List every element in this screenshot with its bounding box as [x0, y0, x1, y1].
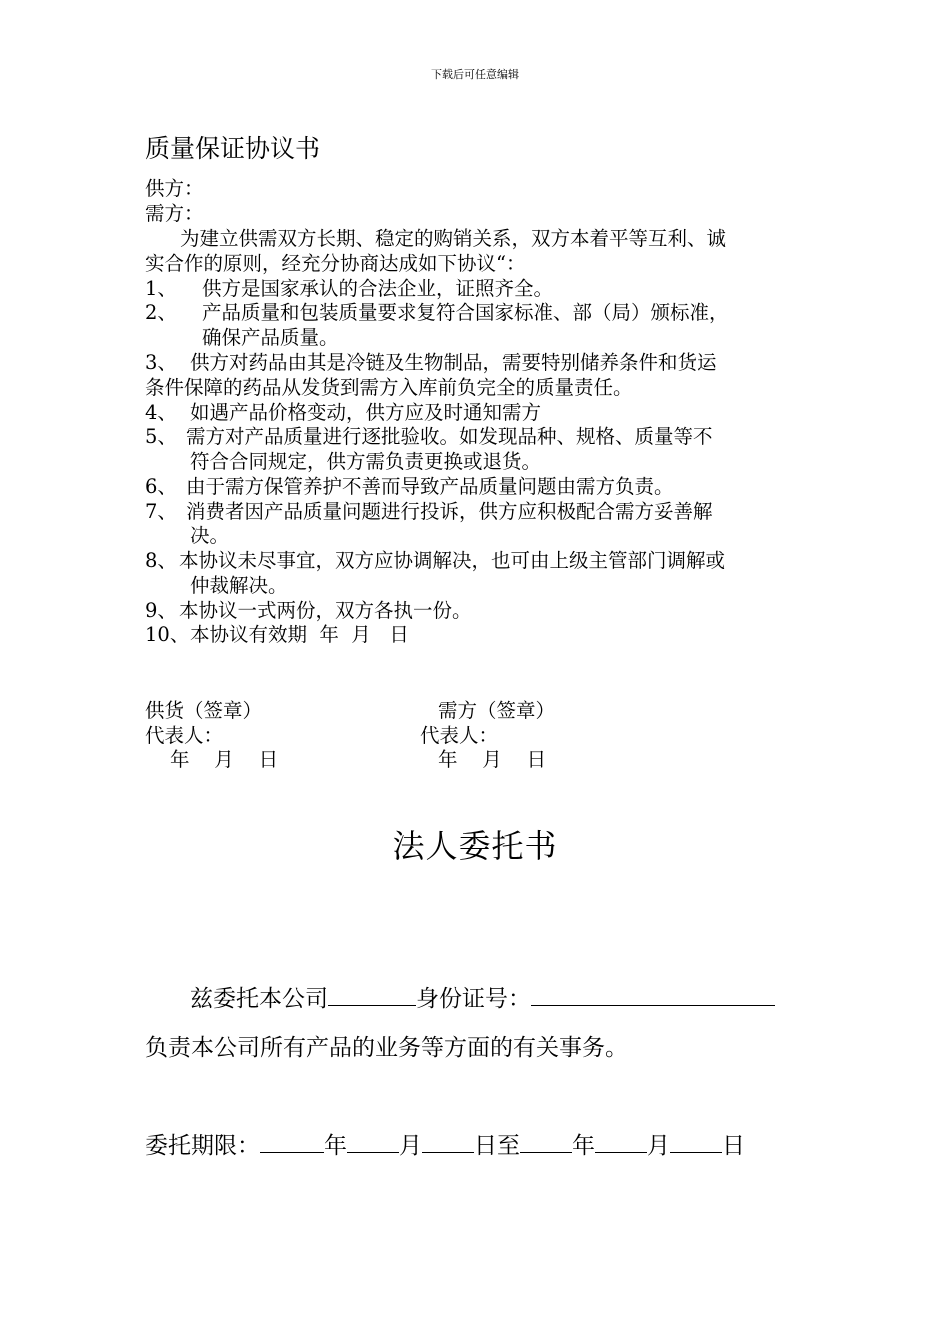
item-4-number: 4、 [145, 401, 177, 424]
item-3-text-line-1: 供方对药品由其是冷链及生物制品，需要特别储养条件和货运 [190, 351, 717, 374]
item-8-number: 8、 [145, 549, 177, 572]
end-day-blank [670, 1130, 722, 1153]
item-10-number: 10、 [145, 623, 190, 646]
buyer-seal-label: 需方（签章） [438, 699, 556, 722]
supplier-label: 供方： [145, 177, 204, 200]
end-month-label: 月 [647, 1133, 670, 1159]
end-month-blank [595, 1130, 647, 1153]
item-3-text-line-2: 条件保障的药品从发货到需方入库前负完全的质量责任。 [145, 376, 633, 399]
item-4-text: 如遇产品价格变动，供方应及时通知需方 [190, 401, 542, 424]
period-line [145, 1130, 745, 1161]
start-month-label: 月 [399, 1133, 422, 1159]
start-year-blank [260, 1130, 324, 1153]
item-2-text-line-1: 产品质量和包装质量要求复符合国家标准、部（局）颁标准， [202, 301, 729, 324]
start-month-blank [347, 1130, 399, 1153]
buyer-date: 年 月 日 [438, 748, 547, 771]
supplier-representative-label: 代表人： [145, 724, 224, 747]
item-1-text: 供方是国家承认的合法企业，证照齐全。 [202, 277, 554, 300]
item-2-number: 2、 [145, 301, 177, 324]
power-of-attorney-title: 法人委托书 [392, 827, 558, 865]
intro-line-2: 实合作的原则，经充分协商达成如下协议“： [145, 252, 526, 275]
start-year-label: 年 [324, 1133, 347, 1159]
item-9-text: 本协议一式两份，双方各执一份。 [179, 599, 472, 622]
end-year-blank [520, 1130, 572, 1153]
end-day-label: 日 [722, 1133, 745, 1159]
item-6-number: 6、 [145, 475, 177, 498]
item-7-text-line-2: 决。 [190, 524, 230, 547]
item-7-number: 7、 [145, 500, 177, 523]
header-note: 下载后可任意编辑 [431, 68, 519, 81]
item-8-text-line-2: 仲裁解决。 [190, 574, 288, 597]
id-number-blank [531, 983, 775, 1006]
item-5-text-line-2: 符合合同规定，供方需负责更换或退货。 [190, 450, 542, 473]
responsibility-line: 负责本公司所有产品的业务等方面的有关事务。 [145, 1035, 628, 1061]
item-1-number: 1、 [145, 277, 177, 300]
item-6-text: 由于需方保管养护不善而导致产品质量问题由需方负责。 [186, 475, 674, 498]
item-5-number: 5、 [145, 425, 177, 448]
item-8-text-line-1: 本协议未尽事宜，双方应协调解决，也可由上级主管部门调解或 [179, 549, 726, 572]
item-7-text-line-1: 消费者因产品质量问题进行投诉，供方应积极配合需方妥善解 [186, 500, 713, 523]
entrust-line [190, 983, 775, 1014]
intro-line-1: 为建立供需双方长期、稳定的购销关系，双方本着平等互利、诚 [180, 227, 727, 250]
item-9-number: 9、 [145, 599, 177, 622]
agreement-title: 质量保证协议书 [145, 134, 321, 163]
item-5-text-line-1: 需方对产品质量进行逐批验收。如发现品种、规格、质量等不 [186, 425, 713, 448]
item-3-number: 3、 [145, 351, 177, 374]
item-2-text-line-2: 确保产品质量。 [202, 326, 339, 349]
company-name-blank [328, 983, 416, 1006]
end-year-label: 年 [572, 1133, 595, 1159]
supplier-seal-label: 供货（签章） [145, 699, 263, 722]
start-day-label: 日至 [474, 1133, 520, 1159]
start-day-blank [422, 1130, 474, 1153]
id-number-label: 身份证号： [416, 986, 531, 1012]
supplier-date: 年 月 日 [170, 748, 279, 771]
item-10-text: 本协议有效期 年 月 日 [190, 623, 409, 646]
buyer-label: 需方： [145, 202, 204, 225]
buyer-representative-label: 代表人： [420, 724, 499, 747]
entrust-company-label: 兹委托本公司 [190, 986, 328, 1012]
period-label: 委托期限： [145, 1133, 260, 1159]
